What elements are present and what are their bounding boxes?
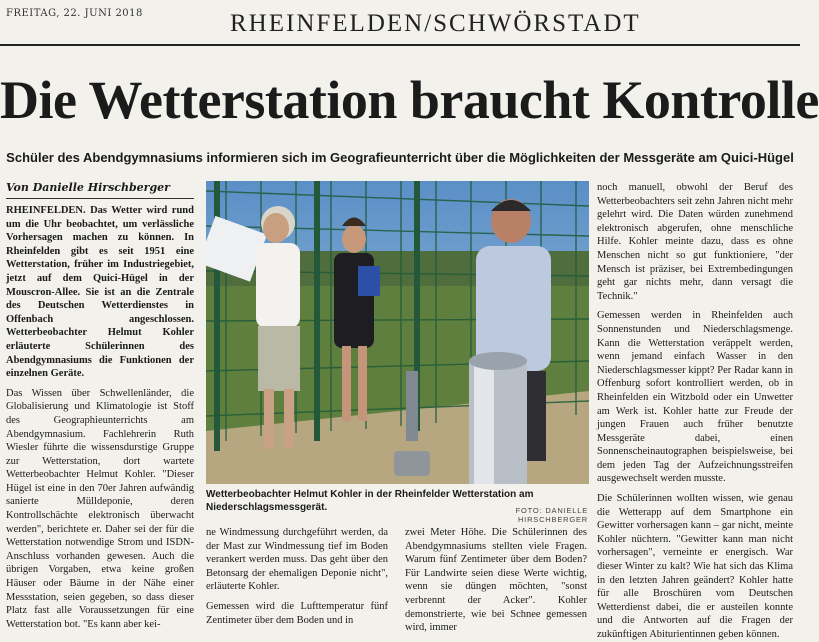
body-paragraph: noch manuell, obwohl der Beruf des Wetterbeobachters seit zehn Jahren nicht mehr gelehrt wird. Die Daten würden zunehmend elektronisch abgerufen, ohne menschliche Hilfe. Kohler meinte dazu, dass es ohne Menschen nicht so gut funktioniere, "der Mensch ist präziser, bei Extrembedingungen geht gar nichts mehr, dann versagt die Technik." [597,182,793,302]
body-paragraph: ne Windmessung durchgeführt werden, da der Mast zur Windmessung tief im Boden verankert werden muss. Das geht über den Betonsarg der ehemaligen Deponie nicht", erläuterte Kohler. [206,527,388,593]
byline-rule [6,198,194,199]
byline: Von Danielle Hirschberger [6,181,170,194]
section-title: RHEINFELDEN/SCHWÖRSTADT [230,10,641,37]
issue-date: FREITAG, 22. JUNI 2018 [6,8,143,19]
body-paragraph: Das Wissen über Schwellenländer, die Globalisierung und Klimatologie ist Stoff des Geographieunterrichts am Abendgymnasium. Fachlehrerin Ruth Wiesler führte die wissensdurstige Gruppe zur Wetterstation, dort wartete Wetterbeobachter Helmut Kohler. "Dieser Hügel ist eine in den 70er Jahren aufwändig sanierte Mülldeponie, deren Kontrollschächte elektronisch überwacht werden", berichtete er. Daher sei der für die Wetterstation notwendige Strom und ISDN-Anschluss vorhanden gewesen. Auch die übrigen Vorgaben, etwa keine großen Häuser oder Bäume in der Nähe einer Messstation, seien gegeben, so dass dieser Platz fast alle Voraussetzungen für eine Wetterstation bot. "Es kann aber kei- [6,387,194,630]
body-paragraph: zwei Meter Höhe. Die Schülerinnen des Abendgymnasiums stellten viele Fragen. Warum fünf Zentimeter über dem Boden? Für Landwirte seien diese Werte wichtig, wenn sie düngen möchten, "sonst verbrennt der Acker". Kohler demonstrierte, wie bei Schnee gemessen wird, immer [405,527,587,634]
weather-station-photo-illustration [206,181,589,484]
photo-credit: FOTO: DANIELLE HIRSCHBERGER [515,506,588,524]
body-paragraph: Gemessen werden in Rheinfelden auch Sonnenstunden und Niederschlagsmenge. Kann die Wetterstation veräppelt werden, wenn jemand einfach Wasser in den Niederschlagsmesser kippt? Per Radar kann in Offenburg sofort kontrolliert werden, ob in Rheinfelden ein Witzbold oder ein Unwetter am Werk ist. Kohler hatte zur Freude der jungen Frauen auch früher benutzte Messgeräte dabei, einen Sonnenscheinautographen beispielsweise, bei dem jeden Tag der Aufzeichnungsstreifen ausgewechselt werden musste. [597,310,793,485]
article-photo [206,181,589,484]
article-subheadline: Schüler des Abendgymnasiums informieren sich im Geografieunterricht über die Möglichkeiten der Messgeräte am Quici-Hügel [6,150,794,165]
article-column-3 [405,526,587,634]
article-column-4 [597,181,793,640]
body-paragraph: Die Schülerinnen wollten wissen, wie genau die Wetterapp auf dem Smartphone ein Gewitter vorhersagen kann – gar nicht, meinte Kohler nüchtern. "Gewitter kann man nicht vorhersagen", verneinte er energisch. War dieser Winter zu kalt? Wie hat sich das Klima in den letzten Jahren geändert? Kohler hatte für alle Broschüren vom Deutschen Wetterdienst dabei, die er austeilen konnte und die Antworten auf die Fragen der zukünftigen Abiturientinnen geben können. [597,493,793,640]
header-rule [0,44,800,46]
article-column-1 [6,204,194,630]
article-headline: Die Wetterstation braucht Kontrolle [0,70,819,130]
photo-caption: Wetterbeobachter Helmut Kohler in der Rheinfelder Wetterstation am Niederschlagsmessgerät. [206,489,534,513]
article-column-2 [206,526,388,626]
lead-paragraph: RHEINFELDEN. Das Wetter wird rund um die Uhr beobachtet, um verlässliche Vorhersagen machen zu können. In Rheinfelden gibt es seit 1951 eine Wetterstation, früher im Industriegebiet, jetzt auf dem Quici-Hügel in der Mouscron-Allee. Sie ist an die Zentrale des Deutschen Wetterdienstes in Offenbach angeschlossen. Wetterbeobachter Helmut Kohler erläuterte Schülerinnen des Abendgymnasiums die Funktionen der einzelnen Geräte. [6,205,194,380]
body-paragraph: Gemessen wird die Lufttemperatur fünf Zentimeter über dem Boden und in [206,600,388,626]
